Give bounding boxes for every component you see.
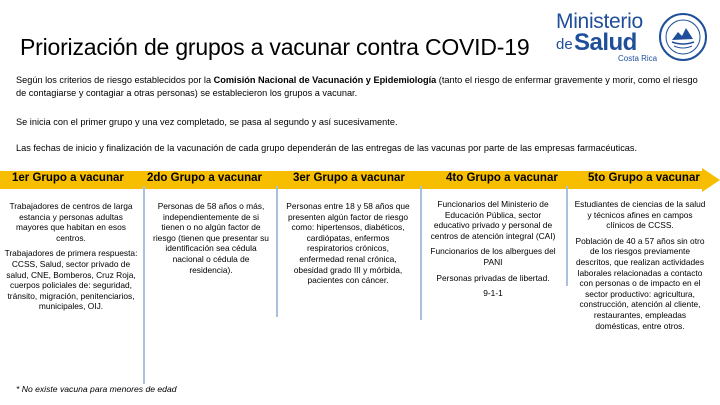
group-3-item: Personas entre 18 y 58 años que presenten algún factor de riesgo como: hipertensos, diabéticos, cardiópatas, enfermos respiratorios crónicos, enfermedad renal crónica, obesidad grado III y mórbida, pacientes con cáncer. xyxy=(286,201,410,286)
intro-p1-commission: Comisión Nacional de Vacunación y Epidemiología xyxy=(213,75,437,85)
group-5-heading: 5to Grupo a vacunar xyxy=(588,172,700,184)
group-1-item: Trabajadores de centros de larga estancia y personas adultas mayores que habitan en esos centros. xyxy=(9,201,133,243)
group-3-column xyxy=(284,201,412,291)
group-4-item: Funcionarios del Ministerio de Educación Pública, sector educativo privado y personal de centros de atención integral (CAI) xyxy=(430,199,556,241)
group-3-heading: 3er Grupo a vacunar xyxy=(293,172,405,184)
logo-line3: Costa Rica xyxy=(618,54,658,63)
intro-p1-before: Según los criterios de riesgo establecidos por la xyxy=(16,75,214,85)
group-5-item: Población de 40 a 57 años sin otro de los riesgos previamente descritos, que realizan actividades laborales relacionadas a contacto con personas o de impacto en el sector productivo: agricultura, construcción, atención al cliente, restaurantes, empleadas domésticas, entre otros. xyxy=(575,235,705,331)
intro-paragraph-1 xyxy=(16,74,706,100)
group-4-item: 9-1-1 xyxy=(483,288,503,299)
group-4-item: Personas privadas de libertad. xyxy=(436,272,550,283)
group-2-heading: 2do Grupo a vacunar xyxy=(147,172,263,184)
costa-rica-seal-icon xyxy=(658,12,708,62)
group-1-heading: 1er Grupo a vacunar xyxy=(12,172,124,184)
intro-paragraph-3: Las fechas de inicio y finalización de la vacunación de cada grupo dependerán de las entregas de las vacunas por parte de las empresas farmacéuticas. xyxy=(16,143,638,153)
ministerio-salud-logo xyxy=(552,10,714,68)
group-4-column xyxy=(428,199,558,304)
group-1-item: Trabajadores de primera respuesta: CCSS, Salud, sector privado de salud, CNE, Bomberos, Cruz Roja, cuerpos policiales de: seguridad, tránsito, migración, penitenciarios, municipales, OIJ. xyxy=(4,248,138,312)
divider-4 xyxy=(566,186,568,286)
divider-3 xyxy=(420,186,422,320)
divider-2 xyxy=(276,186,278,317)
group-1-column xyxy=(4,201,138,317)
intro-paragraph-2: Se inicia con el primer grupo y una vez completado, se pasa al segundo y así sucesivamente. xyxy=(16,117,398,127)
page-title: Priorización de grupos a vacunar contra COVID-19 xyxy=(20,34,530,60)
logo-line2b: Salud xyxy=(574,29,637,56)
group-4-heading: 4to Grupo a vacunar xyxy=(446,172,558,184)
divider-1 xyxy=(143,186,145,384)
group-2-column xyxy=(152,201,270,280)
logo-line1: Ministerio xyxy=(556,10,643,33)
group-5-column xyxy=(574,199,706,336)
footnote: * No existe vacuna para menores de edad xyxy=(16,384,177,394)
group-5-item: Estudiantes de ciencias de la salud y técnicos afines en campos clínicos de CCSS. xyxy=(574,199,706,231)
group-2-item: Personas de 58 años o más, independientemente de si tienen o no algún factor de riesgo (tienen que presentar su identificación sea cédula nacional o cédula de residencia). xyxy=(153,201,269,275)
logo-line2a: de xyxy=(556,36,573,53)
intro-p1-after: (tanto el riesgo de enfermar gravemente y morir, como el riesgo de contagiarse y contagiar a otras personas) se establecieron los grupos a vacunar. xyxy=(16,75,698,98)
group-4-item: Funcionarios de los albergues del PANI xyxy=(430,246,556,267)
